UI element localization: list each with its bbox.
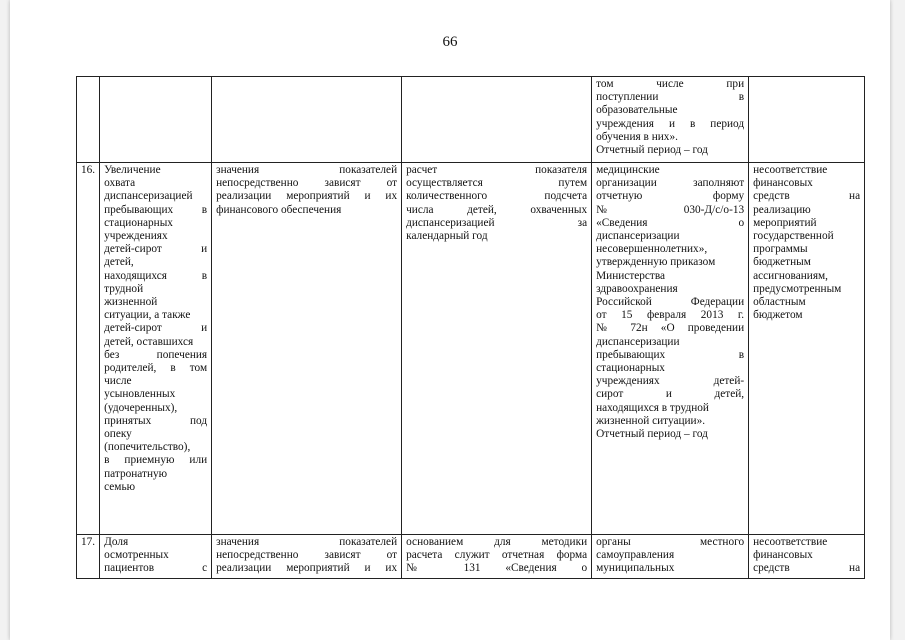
cell-text-line: диспансеризацией за [406,216,588,229]
cell-text-line: детей-сирот и [104,243,208,256]
cell-text-line: самоуправления [596,549,675,562]
cell-text-line: несоответствие [753,164,828,176]
cell-text-line: непосредственно зависят от [216,549,398,562]
cell-text-line: числе [104,375,132,388]
cell-text-line: жизненной [104,296,158,309]
cell-text-line: отчетную форму [596,190,745,203]
cell-text-line: детей, оставшихся [104,335,194,348]
document-page [10,0,890,640]
cell-text-line: утвержденную приказом [596,256,716,269]
cell-text-line: «Сведения о [596,216,745,229]
cell-text-line: жизненной ситуации». [596,414,706,427]
cell-text-line: родителей, в том [104,362,208,375]
cell-text-line: учреждениях [104,230,168,243]
indicator-name-cell [100,163,212,535]
cell-text-line: диспансеризацией [104,190,193,203]
cell-text-line: предусмотренным [753,282,842,295]
cell-text-line: в приемную или [104,454,208,467]
cell-text-line: без попечения [104,348,208,361]
cell-text-line: расчета служит отчетная форма [406,549,588,562]
cell-text-line: сирот и детей, [596,388,745,401]
table-row-17 [77,535,865,579]
cell-text-line: значения показателей [216,164,398,176]
cell-text-line: усыновленных [104,388,176,401]
cell-text-line: Увеличение [104,164,161,176]
cell-text-line: бюджетным [753,256,811,269]
table-row-continuation [77,77,865,163]
cell-text-line: программы [753,243,808,256]
cell-text-line: образовательные [596,104,678,117]
cell-text-line: № 030-Д/с/о-13 [596,203,745,216]
indicators-table [76,76,865,579]
risk-cell [749,535,865,579]
cell-text-line: учреждения и в период [596,117,745,130]
cell-text-line: организации заполняют [596,177,745,190]
cell-text-line: (удочеренных), [104,401,178,414]
cell-text-line: стационарных [596,362,665,375]
cell-text-line: Отчетный период – год [596,144,708,157]
cell-text-line: находящихся в [104,269,208,282]
cell-text-line: осмотренных [104,549,169,562]
cell-text-line: (попечительство), [104,441,191,454]
cell-text-line: средств на [753,562,861,575]
cell-text-line: непосредственно зависят от [216,177,398,190]
cell-text-line: том числе при [596,78,745,90]
cell-text-line: реализации мероприятий и их [216,190,398,203]
cell-text-line: детей-сирот и [104,322,208,335]
dependency-cell [212,77,402,163]
cell-text-line: органы местного [596,536,745,548]
cell-text-line: несоответствие [753,536,828,548]
cell-text-line: находящихся в трудной [596,401,709,414]
cell-text-line: расчет показателя [406,164,588,176]
cell-text-line: муниципальных [596,562,675,575]
data-source-cell [592,77,749,163]
row-number [77,77,100,163]
cell-text-line: областным [753,296,806,309]
cell-text-line: Отчетный период – год [596,428,708,441]
dependency-cell [212,535,402,579]
table-row-16 [77,163,865,535]
cell-text-line: диспансеризации [596,230,680,243]
cell-text-line: средств на [753,190,861,203]
cell-text-line: опеку [104,428,132,441]
cell-text-line: количественного подсчета [406,190,588,203]
cell-text-line: бюджетом [753,309,803,322]
cell-text-line: здравоохранения [596,282,678,295]
cell-text-line: принятых под [104,414,208,427]
cell-text-line: значения показателей [216,536,398,548]
calculation-method-cell [402,77,592,163]
risk-cell [749,163,865,535]
cell-text-line: семью [104,480,136,493]
cell-text-line: диспансеризации [596,335,680,348]
cell-text-line: мероприятий [753,216,817,229]
cell-text-line: № 72н «О проведении [596,322,745,335]
data-source-cell [592,163,749,535]
cell-text-line: охвата [104,177,136,190]
cell-text-line: ситуации, а также [104,309,191,322]
data-source-cell [592,535,749,579]
page-number: 66 [442,34,458,50]
indicator-name-cell [100,535,212,579]
cell-text-line: поступлении в [596,91,745,104]
cell-text-line: Министерства [596,269,666,282]
cell-text-line: ассигнованиям, [753,269,828,282]
calculation-method-cell [402,535,592,579]
cell-text-line: основанием для методики [406,536,588,548]
cell-text-line: от 15 февраля 2013 г. [596,309,745,322]
cell-text-line: государственной [753,230,834,243]
row-number: 16. [77,163,100,535]
cell-text-line: стационарных [104,216,173,229]
cell-text-line: финансовых [753,549,813,562]
cell-text-line: финансовых [753,177,813,190]
cell-text-line: трудной [104,282,144,295]
cell-text-line: № 131 «Сведения о [406,562,588,575]
cell-text-line: Доля [104,536,129,548]
dependency-cell [212,163,402,535]
cell-text-line: медицинские [596,164,660,176]
cell-text-line: учреждениях детей- [596,375,745,388]
cell-text-line: реализацию [753,203,811,216]
cell-text-line: детей, [104,256,134,269]
cell-text-line: пребывающих в [596,348,745,361]
cell-text-line: Российской Федерации [596,296,745,309]
cell-text-line: реализации мероприятий и их [216,562,398,575]
cell-text-line: календарный год [406,230,488,243]
cell-text-line: обучения в них». [596,130,678,143]
cell-text-line: осуществляется путем [406,177,588,190]
calculation-method-cell [402,163,592,535]
cell-text-line: патронатную [104,467,168,480]
cell-text-line: пребывающих в [104,203,208,216]
risk-cell [749,77,865,163]
cell-text-line: числа детей, охваченных [406,203,588,216]
cell-text-line: несовершеннолетних», [596,243,708,256]
cell-text-line: пациентов с [104,562,208,575]
indicator-name-cell [100,77,212,163]
row-number: 17. [77,535,100,579]
cell-text-line: финансового обеспечения [216,203,342,216]
